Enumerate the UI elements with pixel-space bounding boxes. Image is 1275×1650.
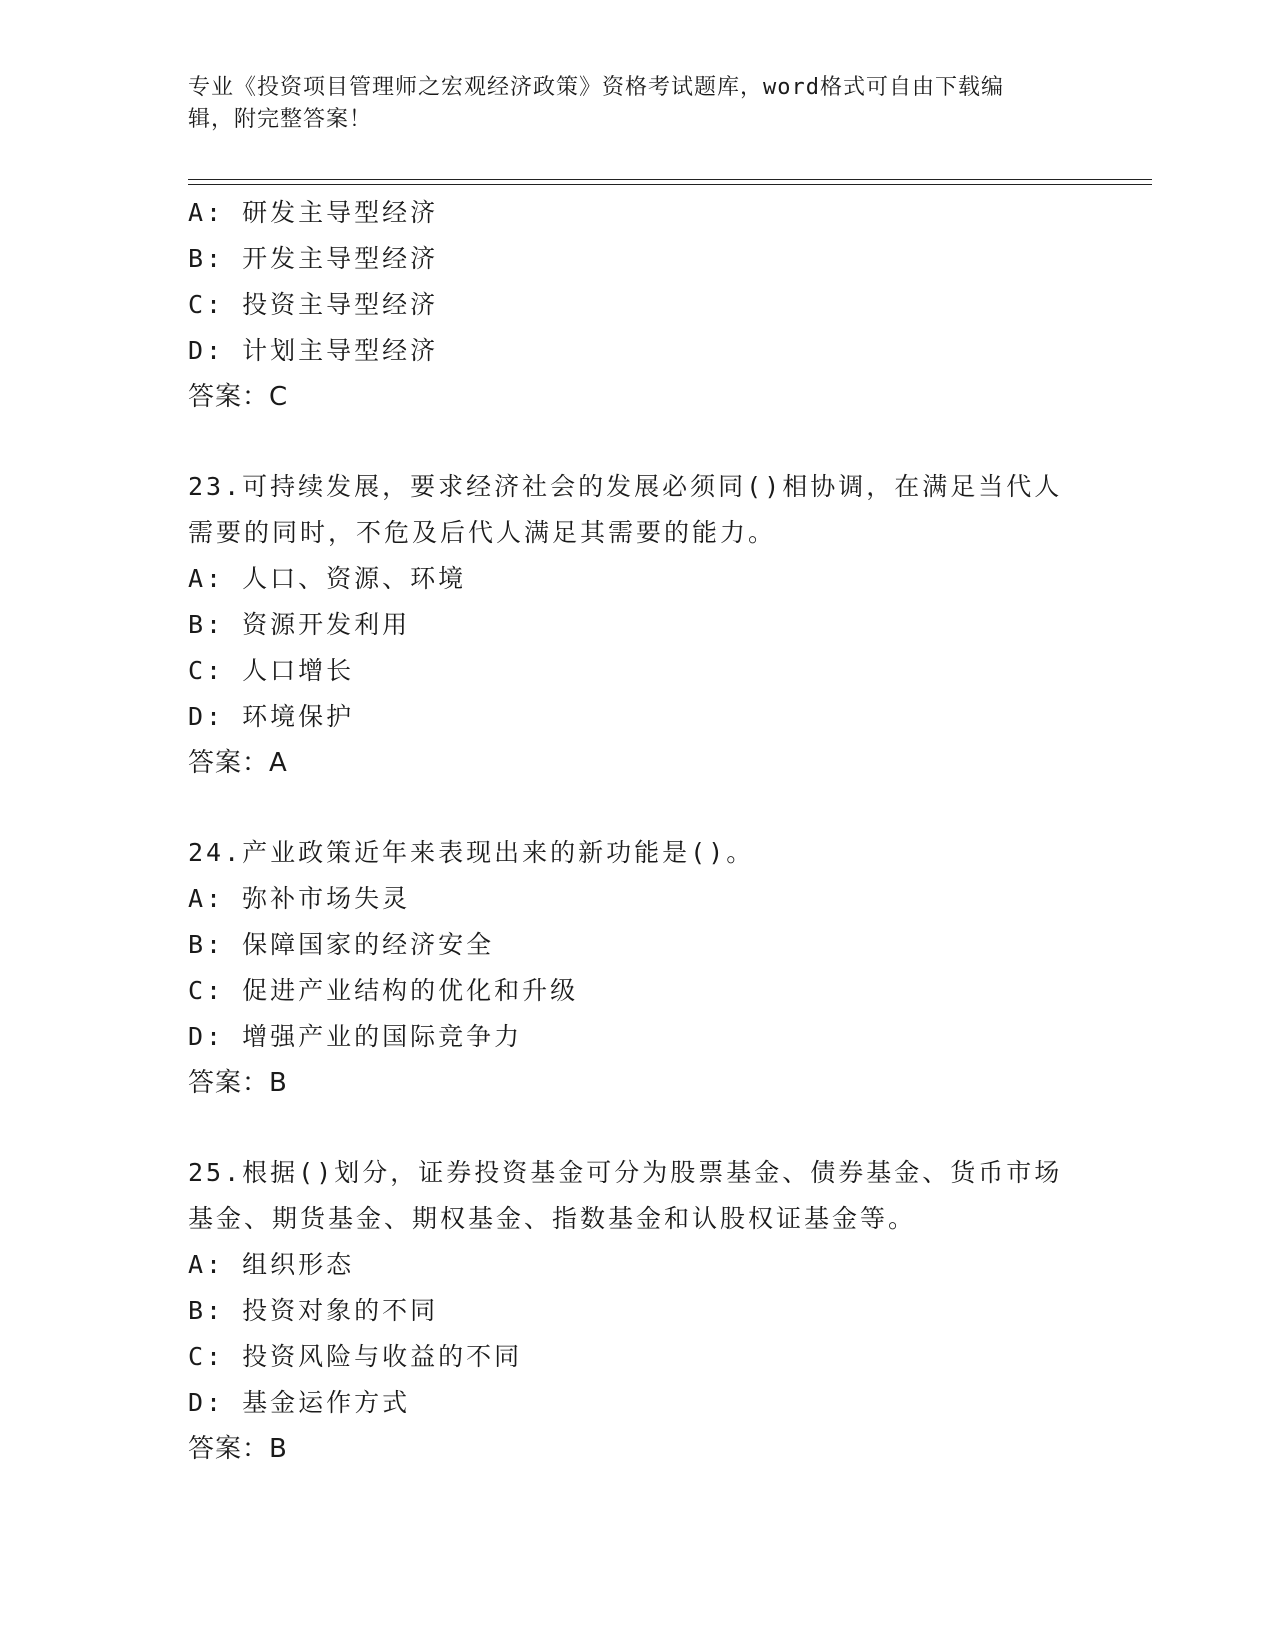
option-d: D: 环境保护 [188, 702, 355, 731]
question-stem-continued: 基金、期货基金、期权基金、指数基金和认股权证基金等。 [188, 1204, 917, 1233]
option-a: A: 研发主导型经济 [188, 198, 439, 227]
option-c: C: 人口增长 [188, 656, 355, 685]
option-b: B: 开发主导型经济 [188, 244, 439, 273]
option-b: B: 保障国家的经济安全 [188, 930, 495, 959]
option-b: B: 投资对象的不同 [188, 1296, 439, 1325]
option-d: D: 基金运作方式 [188, 1388, 411, 1417]
option-a: A: 弥补市场失灵 [188, 884, 411, 913]
question-stem-continued: 需要的同时，不危及后代人满足其需要的能力。 [188, 518, 777, 547]
option-b: B: 资源开发利用 [188, 610, 411, 639]
option-d: D: 计划主导型经济 [188, 336, 439, 365]
question-stem: 23.可持续发展，要求经济社会的发展必须同()相协调，在满足当代人 [188, 472, 1063, 501]
document-header [188, 72, 1088, 136]
question-list [188, 190, 1088, 1472]
question-24 [188, 830, 1088, 1106]
question-stem: 25.根据()划分，证券投资基金可分为股票基金、债券基金、货币市场 [188, 1158, 1063, 1187]
answer: 答案：B [188, 1434, 288, 1464]
option-a: A: 人口、资源、环境 [188, 564, 467, 593]
option-a: A: 组织形态 [188, 1250, 355, 1279]
header-divider-bottom [188, 184, 1152, 185]
question-22 [188, 190, 1088, 420]
option-c: C: 投资风险与收益的不同 [188, 1342, 523, 1371]
answer: 答案：B [188, 1068, 288, 1098]
answer: 答案：C [188, 382, 289, 412]
question-23 [188, 464, 1088, 786]
question-25 [188, 1150, 1088, 1472]
answer: 答案：A [188, 748, 288, 778]
header-line-2: 辑，附完整答案！ [188, 107, 373, 132]
header-divider-top [188, 179, 1152, 180]
spacer [188, 1106, 1088, 1150]
option-c: C: 投资主导型经济 [188, 290, 439, 319]
spacer [188, 786, 1088, 830]
option-d: D: 增强产业的国际竞争力 [188, 1022, 523, 1051]
spacer [188, 420, 1088, 464]
option-c: C: 促进产业结构的优化和升级 [188, 976, 579, 1005]
question-stem: 24.产业政策近年来表现出来的新功能是()。 [188, 838, 755, 867]
header-line-1: 专业《投资项目管理师之宏观经济政策》资格考试题库，word格式可自由下载编 [188, 75, 1004, 100]
